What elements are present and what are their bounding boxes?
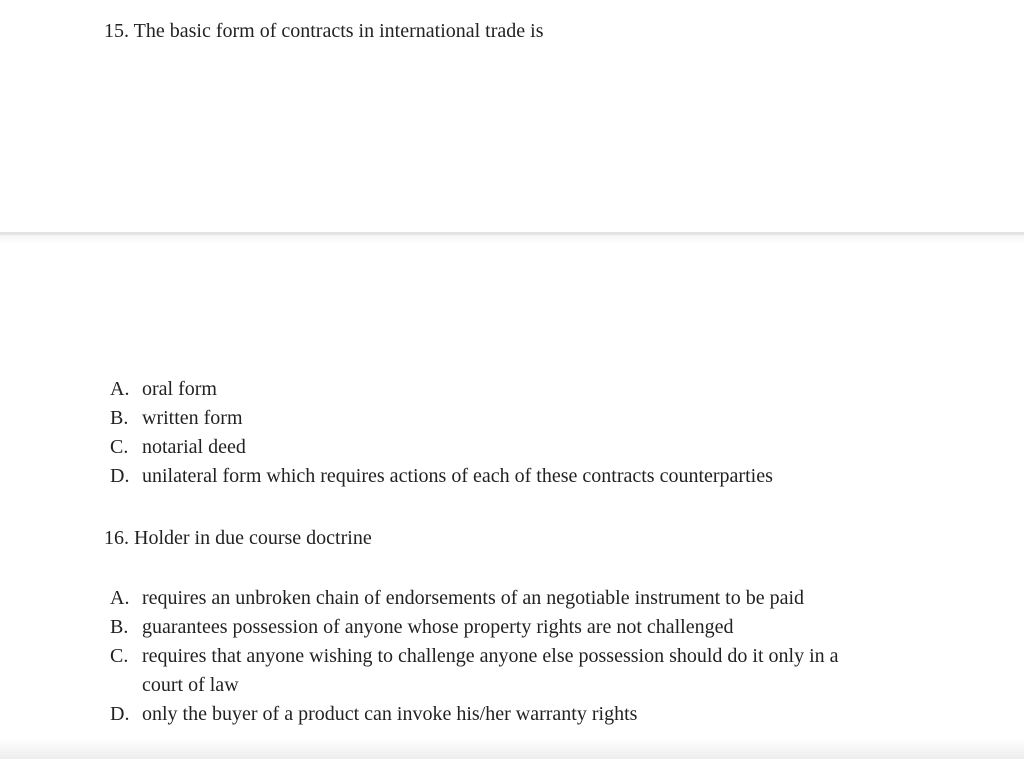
option-item <box>110 462 882 491</box>
question-16-title: 16. Holder in due course doctrine <box>104 527 372 549</box>
option-letter: C. <box>110 645 129 667</box>
option-text: written form <box>142 407 243 429</box>
question-16-options <box>110 584 882 729</box>
option-item <box>110 584 882 613</box>
option-item <box>110 375 882 404</box>
option-item <box>110 404 882 433</box>
option-text: only the buyer of a product can invoke his/her warranty rights <box>142 703 638 725</box>
option-text: oral form <box>142 378 217 400</box>
option-text: requires that anyone wishing to challenge anyone else possession should do it only in a court of law <box>142 645 839 696</box>
option-letter: C. <box>110 436 129 458</box>
option-text: unilateral form which requires actions of each of these contracts counterparties <box>142 465 773 487</box>
option-text: notarial deed <box>142 436 246 458</box>
bottom-edge-shadow <box>0 738 1024 759</box>
option-letter: A. <box>110 378 130 400</box>
option-text: guarantees possession of anyone whose property rights are not challenged <box>142 616 734 638</box>
option-letter: B. <box>110 407 129 429</box>
option-item <box>110 700 882 729</box>
option-letter: D. <box>110 465 130 487</box>
question-15-title: 15. The basic form of contracts in international trade is <box>104 20 544 42</box>
section-divider-shadow <box>0 235 1024 244</box>
option-letter: A. <box>110 587 130 609</box>
option-letter: B. <box>110 616 129 638</box>
option-letter: D. <box>110 703 130 725</box>
option-item <box>110 613 882 642</box>
option-text: requires an unbroken chain of endorsements of an negotiable instrument to be paid <box>142 587 805 609</box>
option-item <box>110 433 882 462</box>
question-15-options <box>110 375 882 491</box>
option-item <box>110 642 882 700</box>
